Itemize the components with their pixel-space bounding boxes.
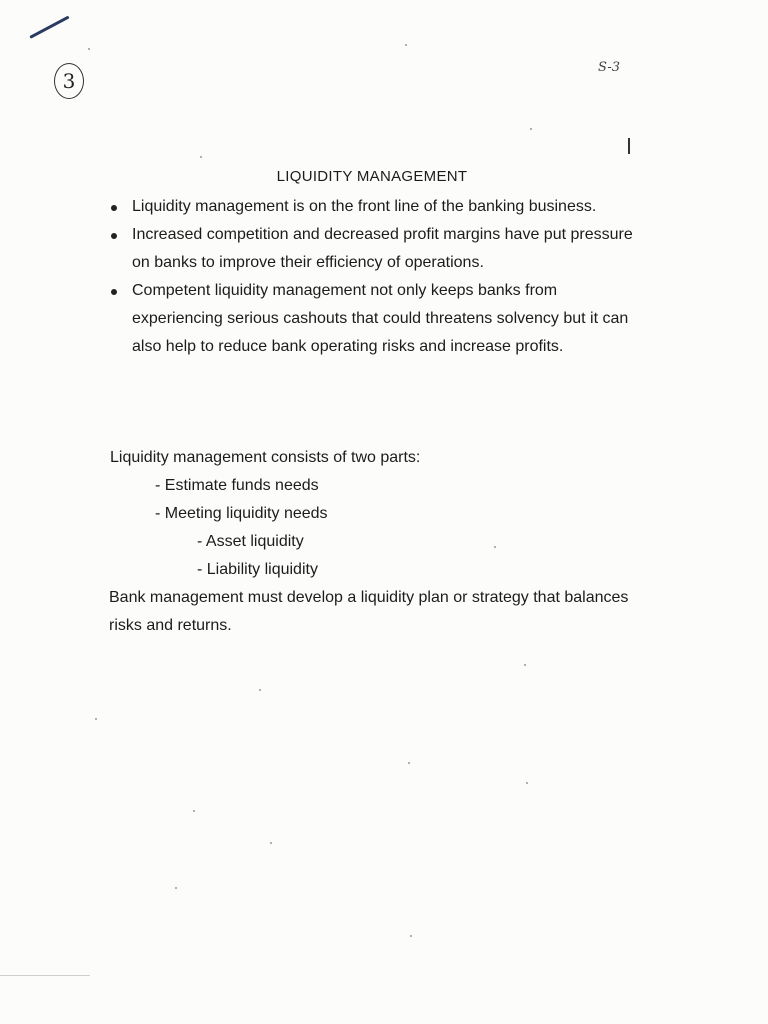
- bullet-item: [108, 221, 648, 277]
- scan-speck: [175, 887, 177, 889]
- scan-speck: [410, 935, 412, 937]
- bullet-list: [108, 193, 648, 361]
- scan-speck: [408, 762, 410, 764]
- scan-speck: [259, 689, 261, 691]
- bullet-icon: [111, 289, 117, 295]
- bullet-text: Competent liquidity management not only keeps banks from experiencing serious cashouts that could threatens solvency but it can also help to reduce bank operating risks and increase profits.: [132, 282, 629, 355]
- bullet-text: Liquidity management is on the front line of the banking business.: [132, 198, 597, 215]
- circled-page-number: 3: [54, 63, 84, 99]
- part-item: - Estimate funds needs: [155, 477, 319, 494]
- scan-speck: [95, 718, 97, 720]
- scan-speck: [88, 48, 90, 50]
- scan-speck: [200, 156, 202, 158]
- document-title: LIQUIDITY MANAGEMENT: [276, 168, 468, 185]
- page-reference-note: S-3: [598, 60, 621, 75]
- subpart-item: - Asset liquidity: [197, 533, 304, 550]
- parts-intro: Liquidity management consists of two parts:: [110, 449, 421, 466]
- subpart-item: - Liability liquidity: [197, 561, 318, 578]
- conclusion-paragraph: Bank management must develop a liquidity plan or strategy that balances risks and returns.: [109, 589, 629, 634]
- pen-mark-icon: [29, 16, 69, 39]
- scan-speck: [494, 546, 496, 548]
- bullet-item: [108, 277, 648, 361]
- bullet-item: [108, 193, 648, 221]
- scan-speck: [193, 810, 195, 812]
- scan-speck: [524, 664, 526, 666]
- bullet-icon: [111, 233, 117, 239]
- bullet-icon: [111, 205, 117, 211]
- part-item: - Meeting liquidity needs: [155, 505, 328, 522]
- scan-speck: [526, 782, 528, 784]
- scan-edge-line: [0, 975, 90, 976]
- scan-speck: [405, 44, 407, 46]
- bullet-text: Increased competition and decreased profit margins have put pressure on banks to improve their efficiency of operations.: [132, 226, 633, 271]
- scan-speck: [530, 128, 532, 130]
- margin-tick-mark: [628, 138, 630, 154]
- scan-speck: [270, 842, 272, 844]
